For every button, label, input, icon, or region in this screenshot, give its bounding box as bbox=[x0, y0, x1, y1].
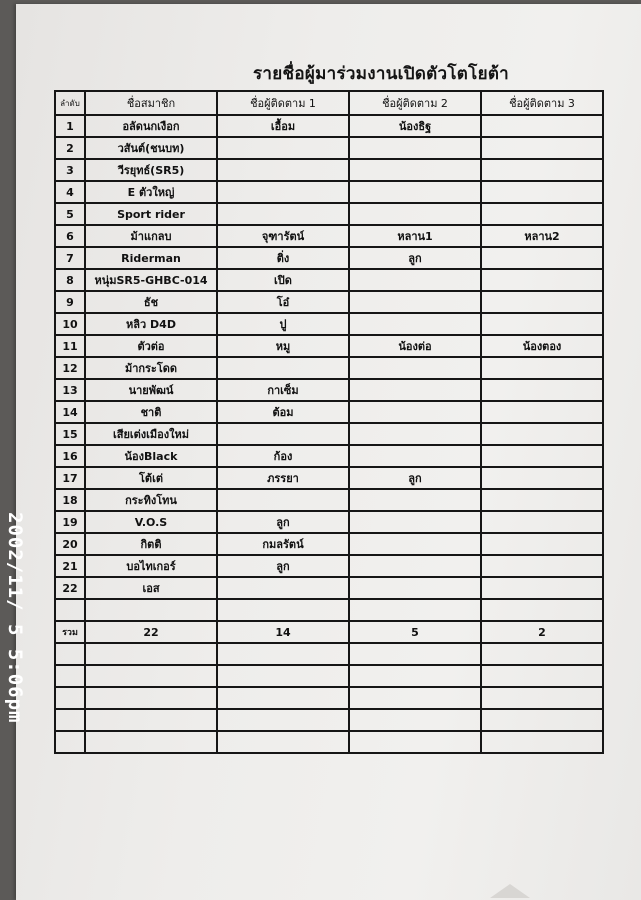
cell-follower-2 bbox=[349, 665, 481, 687]
cell-follower-2 bbox=[349, 203, 481, 225]
paper-sheet bbox=[16, 4, 641, 900]
cell-member: กระทิงโทน bbox=[85, 489, 217, 511]
cell-follower-1: ติ่ง bbox=[217, 247, 349, 269]
table-row bbox=[55, 313, 603, 335]
cell-follower-3 bbox=[481, 599, 603, 621]
cell-follower-1 bbox=[217, 489, 349, 511]
table-row bbox=[55, 357, 603, 379]
cell-follower-1: เอื้อม bbox=[217, 115, 349, 137]
cell-follower-3 bbox=[481, 203, 603, 225]
cell-follower-3 bbox=[481, 511, 603, 533]
cell-member: เอส bbox=[85, 577, 217, 599]
cell-follower-2 bbox=[349, 709, 481, 731]
blank-row bbox=[55, 731, 603, 753]
cell-member: ธัช bbox=[85, 291, 217, 313]
cell-follower-1: โอ๋ bbox=[217, 291, 349, 313]
table-row bbox=[55, 423, 603, 445]
cell-follower-1: หมู bbox=[217, 335, 349, 357]
cell-follower-3: 2 bbox=[481, 621, 603, 643]
table-row bbox=[55, 159, 603, 181]
cell-order: 6 bbox=[55, 225, 85, 247]
blank-row bbox=[55, 665, 603, 687]
cell-member: ชาติ bbox=[85, 401, 217, 423]
cell-member: Sport rider bbox=[85, 203, 217, 225]
cell-follower-1: ภรรยา bbox=[217, 467, 349, 489]
cell-member: หนุ่มSR5-GHBC-014 bbox=[85, 269, 217, 291]
table-header-row bbox=[55, 91, 603, 115]
cell-follower-3 bbox=[481, 687, 603, 709]
cell-follower-2: น้องต่อ bbox=[349, 335, 481, 357]
cell-follower-1: ต้อม bbox=[217, 401, 349, 423]
cell-follower-3 bbox=[481, 533, 603, 555]
cell-order bbox=[55, 731, 85, 753]
cell-follower-2 bbox=[349, 489, 481, 511]
cell-follower-1: กาเซ็ม bbox=[217, 379, 349, 401]
cell-follower-3 bbox=[481, 731, 603, 753]
cell-follower-2 bbox=[349, 269, 481, 291]
cell-member: โต้เต่ bbox=[85, 467, 217, 489]
cell-follower-1 bbox=[217, 181, 349, 203]
cell-member: วสันต์(ชนบท) bbox=[85, 137, 217, 159]
cell-follower-1: ลูก bbox=[217, 555, 349, 577]
cell-follower-3: หลาน2 bbox=[481, 225, 603, 247]
header-follower-2: ชื่อผู้ติดตาม 2 bbox=[349, 91, 481, 115]
cell-follower-3 bbox=[481, 555, 603, 577]
cell-member: ตัวต่อ bbox=[85, 335, 217, 357]
blank-row bbox=[55, 643, 603, 665]
cell-order bbox=[55, 599, 85, 621]
cell-order: 3 bbox=[55, 159, 85, 181]
cell-follower-1: กมลรัตน์ bbox=[217, 533, 349, 555]
cell-follower-2 bbox=[349, 401, 481, 423]
cell-follower-1: ลูก bbox=[217, 511, 349, 533]
cell-member bbox=[85, 687, 217, 709]
cell-follower-2: 5 bbox=[349, 621, 481, 643]
cell-order: 10 bbox=[55, 313, 85, 335]
cell-follower-2 bbox=[349, 423, 481, 445]
cell-order: 13 bbox=[55, 379, 85, 401]
cell-order: 1 bbox=[55, 115, 85, 137]
cell-follower-1: จุฑารัตน์ bbox=[217, 225, 349, 247]
cell-order: 9 bbox=[55, 291, 85, 313]
cell-order: 11 bbox=[55, 335, 85, 357]
cell-follower-2 bbox=[349, 313, 481, 335]
cell-order: 4 bbox=[55, 181, 85, 203]
cell-member: V.O.S bbox=[85, 511, 217, 533]
table-row bbox=[55, 379, 603, 401]
cell-order: 8 bbox=[55, 269, 85, 291]
cell-follower-3 bbox=[481, 379, 603, 401]
cell-follower-2 bbox=[349, 159, 481, 181]
cell-order: 14 bbox=[55, 401, 85, 423]
document-title: รายชื่อผู้มาร่วมงานเปิดตัวโตโยต้า bbox=[252, 64, 510, 84]
cell-member: ม้าแกลบ bbox=[85, 225, 217, 247]
cell-follower-1 bbox=[217, 665, 349, 687]
cell-order bbox=[55, 665, 85, 687]
cell-follower-3 bbox=[481, 577, 603, 599]
table-row bbox=[55, 203, 603, 225]
cell-order: 5 bbox=[55, 203, 85, 225]
cell-follower-2 bbox=[349, 731, 481, 753]
header-member: ชื่อสมาชิก bbox=[85, 91, 217, 115]
cell-member bbox=[85, 643, 217, 665]
cell-follower-3 bbox=[481, 709, 603, 731]
cell-follower-1 bbox=[217, 577, 349, 599]
table-row bbox=[55, 599, 603, 621]
cell-order: รวม bbox=[55, 621, 85, 643]
cell-member: น้องBlack bbox=[85, 445, 217, 467]
cell-follower-3 bbox=[481, 181, 603, 203]
cell-follower-2 bbox=[349, 379, 481, 401]
cell-member bbox=[85, 665, 217, 687]
cell-follower-3 bbox=[481, 401, 603, 423]
cell-follower-3 bbox=[481, 159, 603, 181]
cell-order: 18 bbox=[55, 489, 85, 511]
cell-follower-2 bbox=[349, 599, 481, 621]
header-follower-3: ชื่อผู้ติดตาม 3 bbox=[481, 91, 603, 115]
cell-follower-3 bbox=[481, 313, 603, 335]
cell-order: 20 bbox=[55, 533, 85, 555]
cell-follower-1: 14 bbox=[217, 621, 349, 643]
cell-follower-2: ลูก bbox=[349, 247, 481, 269]
cell-follower-2 bbox=[349, 445, 481, 467]
cell-order: 2 bbox=[55, 137, 85, 159]
cell-follower-1 bbox=[217, 357, 349, 379]
table-row bbox=[55, 467, 603, 489]
cell-order bbox=[55, 643, 85, 665]
cell-member: นายพัฒน์ bbox=[85, 379, 217, 401]
cell-follower-1 bbox=[217, 687, 349, 709]
cell-follower-3 bbox=[481, 137, 603, 159]
date-stamp bbox=[4, 512, 26, 752]
cell-member: กิตติ bbox=[85, 533, 217, 555]
cell-order bbox=[55, 709, 85, 731]
cell-follower-3 bbox=[481, 269, 603, 291]
cell-follower-1 bbox=[217, 643, 349, 665]
table-row bbox=[55, 335, 603, 357]
cell-member: อลัดนกเงือก bbox=[85, 115, 217, 137]
cell-order: 12 bbox=[55, 357, 85, 379]
table-row bbox=[55, 555, 603, 577]
header-follower-1: ชื่อผู้ติดตาม 1 bbox=[217, 91, 349, 115]
cell-follower-3 bbox=[481, 357, 603, 379]
cell-follower-3 bbox=[481, 467, 603, 489]
cell-follower-1 bbox=[217, 731, 349, 753]
cell-member: ม้ากระโดด bbox=[85, 357, 217, 379]
cell-follower-1 bbox=[217, 159, 349, 181]
cell-follower-3 bbox=[481, 489, 603, 511]
cell-follower-2 bbox=[349, 291, 481, 313]
table-body bbox=[55, 115, 603, 753]
cell-follower-2 bbox=[349, 137, 481, 159]
table-row bbox=[55, 511, 603, 533]
header-order: ลำดับ bbox=[55, 91, 85, 115]
blank-row bbox=[55, 687, 603, 709]
cell-follower-2 bbox=[349, 687, 481, 709]
cell-follower-2 bbox=[349, 533, 481, 555]
cell-follower-3 bbox=[481, 643, 603, 665]
cell-follower-2 bbox=[349, 511, 481, 533]
cell-follower-1 bbox=[217, 599, 349, 621]
cell-order: 17 bbox=[55, 467, 85, 489]
cell-order: 22 bbox=[55, 577, 85, 599]
cell-member: Riderman bbox=[85, 247, 217, 269]
cell-follower-1: ก้อง bbox=[217, 445, 349, 467]
total-row bbox=[55, 621, 603, 643]
cell-member bbox=[85, 731, 217, 753]
cell-follower-3: น้องตอง bbox=[481, 335, 603, 357]
cell-member: 22 bbox=[85, 621, 217, 643]
table-row bbox=[55, 577, 603, 599]
cell-follower-1 bbox=[217, 709, 349, 731]
cell-member bbox=[85, 709, 217, 731]
cell-follower-2 bbox=[349, 555, 481, 577]
cell-follower-3 bbox=[481, 665, 603, 687]
cell-order: 7 bbox=[55, 247, 85, 269]
cell-follower-2: หลาน1 bbox=[349, 225, 481, 247]
cell-follower-2 bbox=[349, 181, 481, 203]
cell-follower-3 bbox=[481, 115, 603, 137]
cell-follower-2 bbox=[349, 577, 481, 599]
cell-order bbox=[55, 687, 85, 709]
cell-follower-1: เปิด bbox=[217, 269, 349, 291]
table-row bbox=[55, 533, 603, 555]
table-row bbox=[55, 137, 603, 159]
attendee-table bbox=[54, 90, 604, 754]
table-row bbox=[55, 247, 603, 269]
cell-member bbox=[85, 599, 217, 621]
cell-follower-2 bbox=[349, 357, 481, 379]
table-row bbox=[55, 225, 603, 247]
table-row bbox=[55, 181, 603, 203]
cell-follower-3 bbox=[481, 423, 603, 445]
cell-follower-3 bbox=[481, 247, 603, 269]
cell-follower-1 bbox=[217, 423, 349, 445]
table-row bbox=[55, 269, 603, 291]
date-stamp-text: 2002/11/ 5 5:06pm bbox=[4, 512, 26, 724]
cell-follower-3 bbox=[481, 445, 603, 467]
cell-follower-2: ลูก bbox=[349, 467, 481, 489]
cell-follower-2: น้องธิฐ bbox=[349, 115, 481, 137]
table-row bbox=[55, 401, 603, 423]
cell-follower-1: ปู bbox=[217, 313, 349, 335]
cell-member: เสียเต่งเมืองใหม่ bbox=[85, 423, 217, 445]
table-row bbox=[55, 115, 603, 137]
table-row bbox=[55, 291, 603, 313]
cell-follower-1 bbox=[217, 137, 349, 159]
cell-order: 21 bbox=[55, 555, 85, 577]
cell-follower-1 bbox=[217, 203, 349, 225]
table-row bbox=[55, 489, 603, 511]
cell-member: E ตัวใหญ่ bbox=[85, 181, 217, 203]
cell-member: บอไทเกอร์ bbox=[85, 555, 217, 577]
cell-member: วีรยุทธ์(SR5) bbox=[85, 159, 217, 181]
cell-member: หลิว D4D bbox=[85, 313, 217, 335]
cell-follower-2 bbox=[349, 643, 481, 665]
table-row bbox=[55, 445, 603, 467]
cell-order: 15 bbox=[55, 423, 85, 445]
cell-order: 19 bbox=[55, 511, 85, 533]
blank-row bbox=[55, 709, 603, 731]
cell-follower-3 bbox=[481, 291, 603, 313]
cell-order: 16 bbox=[55, 445, 85, 467]
